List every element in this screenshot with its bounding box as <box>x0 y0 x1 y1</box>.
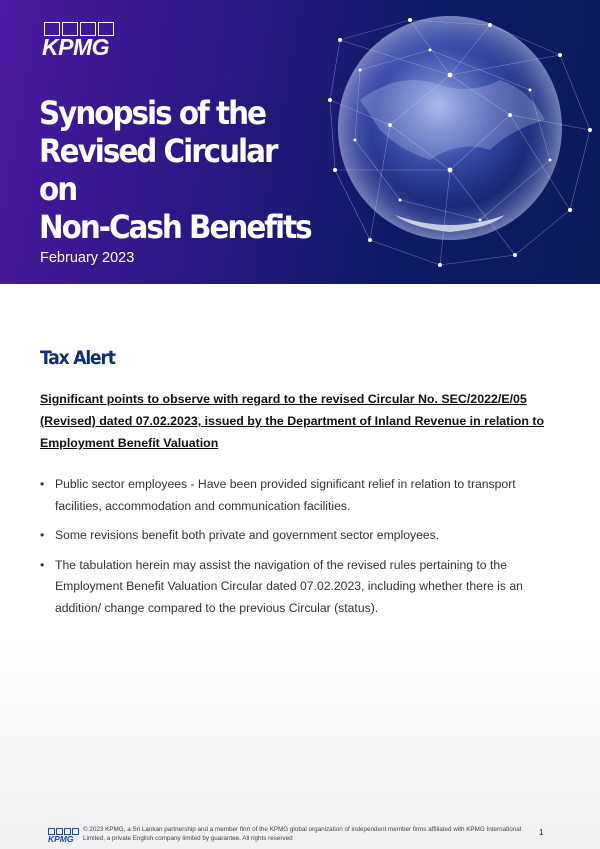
bullet-item <box>40 525 565 547</box>
bullet-dot: • <box>40 557 45 572</box>
bullet-text: Public sector employees - Have been provided significant relief in relation to transport facilities, accommodation and communication facilities. <box>55 477 516 513</box>
bullet-dot: • <box>40 477 45 491</box>
lead-paragraph: Significant points to observe with regard to the revised Circular No. SEC/2022/E/05 (Revised) dated 07.02.2023, issued by the Department of Inland Revenue in relation to Employment Benefit Valuation <box>40 392 545 450</box>
title-line-2: Revised Circular on <box>39 132 277 208</box>
document-title <box>39 94 315 246</box>
bullet-item <box>40 474 565 517</box>
bullet-text: Some revisions benefit both private and government sector employees. <box>55 528 440 542</box>
footer-logo-wordmark: KPMG <box>48 834 74 844</box>
bullet-dot: • <box>40 528 45 542</box>
copyright-notice: © 2023 KPMG, a Sri Lankan partnership and a member firm of the KPMG global organization of independent member firms affiliated with KPMG International Limited, a private English company limited by guarantee. All rights reserved <box>83 826 522 842</box>
section-title: Tax Alert <box>40 347 115 369</box>
logo-wordmark: KPMG <box>42 34 109 60</box>
page-background-fade <box>0 640 600 849</box>
bullet-item <box>40 555 565 620</box>
bullet-text: The tabulation herein may assist the navigation of the revised rules pertaining to the Employment Benefit Valuation Circular dated 07.02.2023, including whether there is an addition/ change compared to the previous Circular (status). <box>55 557 523 615</box>
title-line-1: Synopsis of the <box>39 94 265 132</box>
kpmg-logo <box>42 22 114 60</box>
cover-banner <box>0 0 600 284</box>
network-globe-illustration <box>300 0 600 284</box>
page-number: 1 <box>539 828 544 837</box>
footer-kpmg-logo <box>48 828 79 844</box>
bullet-list <box>40 474 565 627</box>
publication-date: February 2023 <box>40 250 135 266</box>
title-line-3: Non-Cash Benefits <box>39 208 311 246</box>
